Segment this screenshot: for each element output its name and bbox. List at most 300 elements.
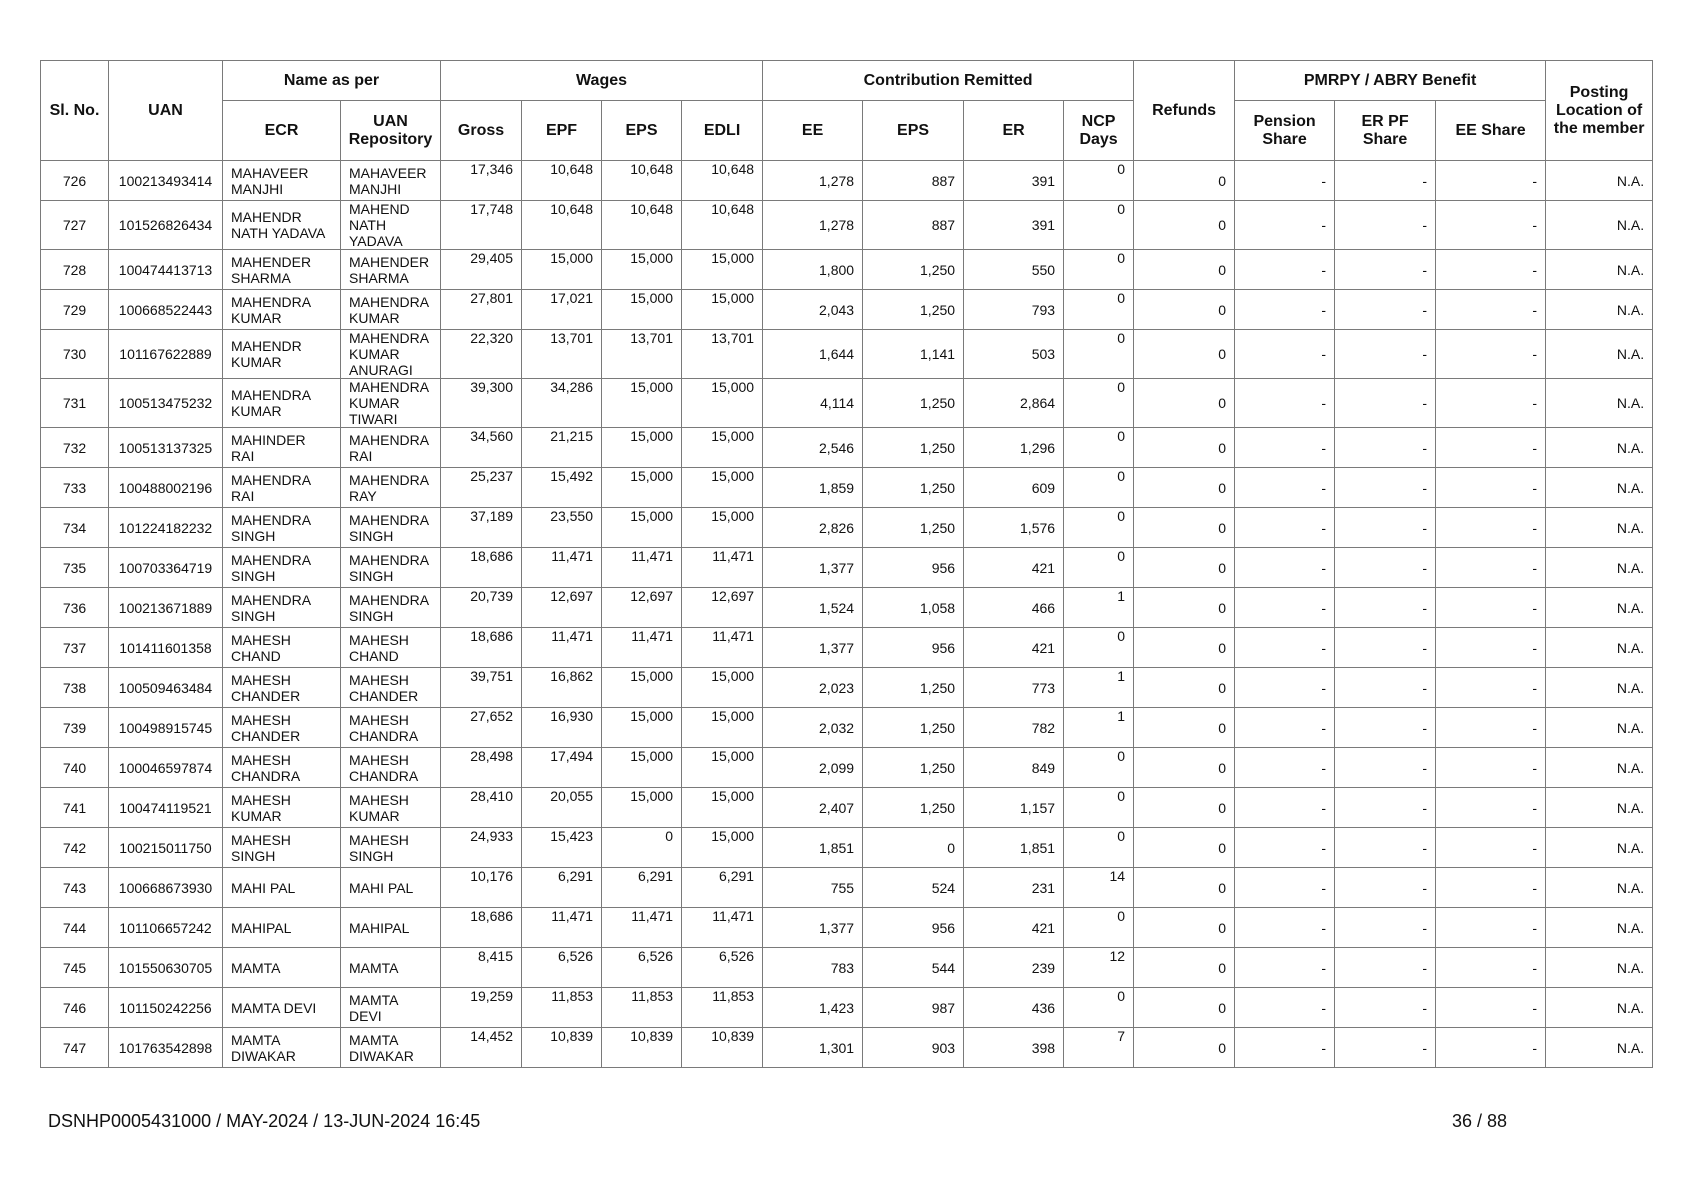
cell-posting-location: N.A.: [1546, 628, 1653, 668]
cell-er-pf-share: -: [1335, 1028, 1436, 1068]
cell-refunds: 0: [1134, 468, 1235, 508]
cell-refunds: 0: [1134, 548, 1235, 588]
cell-uan: 101150242256: [109, 988, 223, 1028]
cell-contribution-ee: 1,377: [763, 548, 863, 588]
cell-name-uan-repository: MAMTA: [341, 948, 441, 988]
cell-name-ecr: MAHENDER SHARMA: [223, 250, 341, 290]
cell-refunds: 0: [1134, 508, 1235, 548]
cell-ncp-days: 1: [1064, 588, 1134, 628]
cell-ee-share: -: [1436, 828, 1546, 868]
cell-contribution-er: 421: [964, 548, 1064, 588]
cell-er-pf-share: -: [1335, 330, 1436, 379]
header-epf: EPF: [522, 101, 602, 161]
header-uan-repository: UAN Repository: [341, 101, 441, 161]
cell-name-uan-repository: MAHENDRA SINGH: [341, 508, 441, 548]
header-ee: EE: [763, 101, 863, 161]
cell-contribution-ee: 1,377: [763, 628, 863, 668]
cell-posting-location: N.A.: [1546, 1028, 1653, 1068]
cell-wages-gross: 17,748: [441, 201, 522, 250]
table-row: [41, 948, 1653, 988]
cell-sl-no: 741: [41, 788, 109, 828]
cell-wages-gross: 34,560: [441, 428, 522, 468]
table-row: [41, 468, 1653, 508]
cell-wages-eps: 6,526: [602, 948, 682, 988]
cell-contribution-er: 391: [964, 201, 1064, 250]
cell-uan: 100498915745: [109, 708, 223, 748]
cell-uan: 101224182232: [109, 508, 223, 548]
cell-wages-gross: 18,686: [441, 628, 522, 668]
table-row: [41, 548, 1653, 588]
header-pmrpy-abry-benefit: PMRPY / ABRY Benefit: [1235, 61, 1546, 101]
cell-wages-epf: 11,471: [522, 908, 602, 948]
cell-sl-no: 746: [41, 988, 109, 1028]
cell-contribution-ee: 2,407: [763, 788, 863, 828]
cell-wages-gross: 27,801: [441, 290, 522, 330]
table-row: [41, 290, 1653, 330]
cell-wages-eps: 0: [602, 828, 682, 868]
cell-wages-edli: 12,697: [682, 588, 763, 628]
table-row: [41, 868, 1653, 908]
cell-uan: 101106657242: [109, 908, 223, 948]
cell-ncp-days: 14: [1064, 868, 1134, 908]
cell-ncp-days: 12: [1064, 948, 1134, 988]
cell-contribution-er: 782: [964, 708, 1064, 748]
cell-wages-epf: 10,648: [522, 161, 602, 201]
table-row: [41, 508, 1653, 548]
cell-name-ecr: MAHESH CHANDER: [223, 668, 341, 708]
cell-er-pf-share: -: [1335, 508, 1436, 548]
cell-wages-epf: 11,853: [522, 988, 602, 1028]
cell-pension-share: -: [1235, 948, 1335, 988]
cell-ee-share: -: [1436, 161, 1546, 201]
cell-contribution-ee: 2,826: [763, 508, 863, 548]
cell-contribution-ee: 755: [763, 868, 863, 908]
cell-sl-no: 726: [41, 161, 109, 201]
header-contribution-remitted: Contribution Remitted: [763, 61, 1134, 101]
cell-contribution-er: 550: [964, 250, 1064, 290]
table-row: [41, 330, 1653, 379]
cell-er-pf-share: -: [1335, 428, 1436, 468]
header-wages: Wages: [441, 61, 763, 101]
cell-wages-gross: 39,300: [441, 379, 522, 428]
cell-contribution-er: 773: [964, 668, 1064, 708]
cell-wages-edli: 10,839: [682, 1028, 763, 1068]
cell-ee-share: -: [1436, 948, 1546, 988]
cell-posting-location: N.A.: [1546, 988, 1653, 1028]
cell-refunds: 0: [1134, 588, 1235, 628]
cell-name-uan-repository: MAHENDRA RAI: [341, 428, 441, 468]
cell-contribution-er: 2,864: [964, 379, 1064, 428]
cell-wages-gross: 20,739: [441, 588, 522, 628]
cell-sl-no: 731: [41, 379, 109, 428]
cell-wages-epf: 17,494: [522, 748, 602, 788]
cell-name-uan-repository: MAHENDRA KUMAR ANURAGI: [341, 330, 441, 379]
cell-name-uan-repository: MAHESH CHAND: [341, 628, 441, 668]
cell-wages-epf: 12,697: [522, 588, 602, 628]
cell-sl-no: 728: [41, 250, 109, 290]
cell-ncp-days: 0: [1064, 468, 1134, 508]
cell-ee-share: -: [1436, 868, 1546, 908]
cell-wages-epf: 15,000: [522, 250, 602, 290]
cell-wages-epf: 17,021: [522, 290, 602, 330]
table-body: [41, 161, 1653, 1068]
cell-contribution-er: 849: [964, 748, 1064, 788]
cell-uan: 100213671889: [109, 588, 223, 628]
cell-contribution-er: 609: [964, 468, 1064, 508]
cell-wages-epf: 16,862: [522, 668, 602, 708]
cell-name-ecr: MAMTA DIWAKAR: [223, 1028, 341, 1068]
cell-name-ecr: MAHENDRA SINGH: [223, 588, 341, 628]
cell-ncp-days: 0: [1064, 508, 1134, 548]
cell-er-pf-share: -: [1335, 290, 1436, 330]
cell-wages-eps: 15,000: [602, 468, 682, 508]
cell-contribution-er: 421: [964, 908, 1064, 948]
cell-contribution-er: 503: [964, 330, 1064, 379]
cell-ee-share: -: [1436, 708, 1546, 748]
cell-ncp-days: 0: [1064, 908, 1134, 948]
cell-posting-location: N.A.: [1546, 908, 1653, 948]
document-reference: DSNHP0005431000 / MAY-2024 / 13-JUN-2024 16:45: [48, 1111, 481, 1131]
table-row: [41, 908, 1653, 948]
cell-ee-share: -: [1436, 908, 1546, 948]
cell-wages-eps: 15,000: [602, 428, 682, 468]
cell-uan: 100213493414: [109, 161, 223, 201]
cell-contribution-er: 1,851: [964, 828, 1064, 868]
cell-refunds: 0: [1134, 379, 1235, 428]
cell-wages-edli: 15,000: [682, 708, 763, 748]
cell-wages-edli: 11,471: [682, 628, 763, 668]
cell-wages-eps: 11,471: [602, 548, 682, 588]
cell-ee-share: -: [1436, 508, 1546, 548]
cell-contribution-er: 436: [964, 988, 1064, 1028]
cell-er-pf-share: -: [1335, 588, 1436, 628]
cell-uan: 101411601358: [109, 628, 223, 668]
cell-pension-share: -: [1235, 628, 1335, 668]
cell-pension-share: -: [1235, 468, 1335, 508]
cell-pension-share: -: [1235, 290, 1335, 330]
cell-contribution-eps: 0: [863, 828, 964, 868]
cell-name-ecr: MAHENDRA KUMAR: [223, 379, 341, 428]
cell-wages-eps: 10,648: [602, 201, 682, 250]
cell-wages-gross: 8,415: [441, 948, 522, 988]
cell-er-pf-share: -: [1335, 548, 1436, 588]
cell-er-pf-share: -: [1335, 788, 1436, 828]
cell-ee-share: -: [1436, 988, 1546, 1028]
cell-pension-share: -: [1235, 548, 1335, 588]
cell-uan: 100488002196: [109, 468, 223, 508]
cell-sl-no: 727: [41, 201, 109, 250]
cell-er-pf-share: -: [1335, 828, 1436, 868]
cell-name-ecr: MAHENDR NATH YADAVA: [223, 201, 341, 250]
header-er: ER: [964, 101, 1064, 161]
cell-er-pf-share: -: [1335, 201, 1436, 250]
cell-sl-no: 735: [41, 548, 109, 588]
cell-contribution-eps: 1,141: [863, 330, 964, 379]
cell-pension-share: -: [1235, 428, 1335, 468]
cell-ncp-days: 0: [1064, 748, 1134, 788]
cell-contribution-ee: 1,524: [763, 588, 863, 628]
table-row: [41, 788, 1653, 828]
cell-ncp-days: 1: [1064, 708, 1134, 748]
cell-wages-epf: 11,471: [522, 548, 602, 588]
cell-ncp-days: 0: [1064, 379, 1134, 428]
cell-wages-epf: 6,291: [522, 868, 602, 908]
cell-wages-gross: 18,686: [441, 908, 522, 948]
cell-er-pf-share: -: [1335, 868, 1436, 908]
cell-er-pf-share: -: [1335, 250, 1436, 290]
table-row: [41, 988, 1653, 1028]
cell-uan: 100668522443: [109, 290, 223, 330]
cell-er-pf-share: -: [1335, 628, 1436, 668]
cell-name-uan-repository: MAHENDRA SINGH: [341, 588, 441, 628]
cell-refunds: 0: [1134, 668, 1235, 708]
cell-er-pf-share: -: [1335, 708, 1436, 748]
cell-uan: 100509463484: [109, 668, 223, 708]
cell-wages-edli: 11,853: [682, 988, 763, 1028]
cell-contribution-ee: 1,278: [763, 201, 863, 250]
cell-wages-epf: 6,526: [522, 948, 602, 988]
header-sl-no: Sl. No.: [41, 61, 109, 161]
header-pension-share: Pension Share: [1235, 101, 1335, 161]
cell-name-uan-repository: MAHENDRA RAY: [341, 468, 441, 508]
cell-contribution-ee: 1,859: [763, 468, 863, 508]
cell-sl-no: 745: [41, 948, 109, 988]
cell-contribution-er: 231: [964, 868, 1064, 908]
header-ee-share: EE Share: [1436, 101, 1546, 161]
cell-ncp-days: 0: [1064, 330, 1134, 379]
cell-er-pf-share: -: [1335, 948, 1436, 988]
cell-refunds: 0: [1134, 1028, 1235, 1068]
cell-wages-gross: 24,933: [441, 828, 522, 868]
cell-wages-epf: 13,701: [522, 330, 602, 379]
cell-contribution-eps: 1,250: [863, 250, 964, 290]
cell-name-uan-repository: MAHENDRA KUMAR TIWARI: [341, 379, 441, 428]
cell-ee-share: -: [1436, 330, 1546, 379]
cell-wages-edli: 15,000: [682, 668, 763, 708]
cell-wages-eps: 15,000: [602, 708, 682, 748]
cell-wages-eps: 15,000: [602, 788, 682, 828]
page-number: 36 / 88: [1451, 1111, 1507, 1131]
cell-refunds: 0: [1134, 428, 1235, 468]
cell-sl-no: 736: [41, 588, 109, 628]
cell-ncp-days: 0: [1064, 250, 1134, 290]
header-eps-contribution: EPS: [863, 101, 964, 161]
header-eps: EPS: [602, 101, 682, 161]
cell-ee-share: -: [1436, 748, 1546, 788]
cell-wages-epf: 10,839: [522, 1028, 602, 1068]
cell-contribution-eps: 1,250: [863, 508, 964, 548]
cell-pension-share: -: [1235, 988, 1335, 1028]
cell-ee-share: -: [1436, 379, 1546, 428]
cell-wages-edli: 15,000: [682, 508, 763, 548]
cell-posting-location: N.A.: [1546, 948, 1653, 988]
cell-wages-epf: 20,055: [522, 788, 602, 828]
table-row: [41, 708, 1653, 748]
cell-er-pf-share: -: [1335, 988, 1436, 1028]
cell-wages-edli: 6,526: [682, 948, 763, 988]
table-row: [41, 628, 1653, 668]
cell-pension-share: -: [1235, 588, 1335, 628]
cell-name-uan-repository: MAHESH SINGH: [341, 828, 441, 868]
cell-wages-gross: 17,346: [441, 161, 522, 201]
cell-pension-share: -: [1235, 1028, 1335, 1068]
cell-ncp-days: 0: [1064, 290, 1134, 330]
cell-wages-edli: 6,291: [682, 868, 763, 908]
cell-wages-eps: 15,000: [602, 250, 682, 290]
cell-contribution-eps: 1,250: [863, 788, 964, 828]
cell-wages-edli: 15,000: [682, 788, 763, 828]
cell-refunds: 0: [1134, 948, 1235, 988]
cell-contribution-ee: 783: [763, 948, 863, 988]
cell-name-uan-repository: MAHESH CHANDRA: [341, 748, 441, 788]
cell-name-ecr: MAHENDRA SINGH: [223, 508, 341, 548]
cell-contribution-eps: 903: [863, 1028, 964, 1068]
cell-wages-edli: 11,471: [682, 548, 763, 588]
cell-sl-no: 734: [41, 508, 109, 548]
cell-wages-gross: 10,176: [441, 868, 522, 908]
cell-wages-epf: 34,286: [522, 379, 602, 428]
cell-uan: 100474119521: [109, 788, 223, 828]
cell-sl-no: 739: [41, 708, 109, 748]
header-ecr: ECR: [223, 101, 341, 161]
cell-refunds: 0: [1134, 330, 1235, 379]
cell-wages-edli: 10,648: [682, 161, 763, 201]
table-row: [41, 748, 1653, 788]
cell-name-ecr: MAHENDR KUMAR: [223, 330, 341, 379]
cell-contribution-ee: 1,800: [763, 250, 863, 290]
cell-wages-eps: 13,701: [602, 330, 682, 379]
cell-sl-no: 737: [41, 628, 109, 668]
table-row: [41, 201, 1653, 250]
cell-sl-no: 743: [41, 868, 109, 908]
cell-refunds: 0: [1134, 868, 1235, 908]
cell-pension-share: -: [1235, 908, 1335, 948]
cell-wages-gross: 29,405: [441, 250, 522, 290]
cell-sl-no: 744: [41, 908, 109, 948]
cell-ncp-days: 1: [1064, 668, 1134, 708]
cell-er-pf-share: -: [1335, 468, 1436, 508]
cell-refunds: 0: [1134, 828, 1235, 868]
cell-contribution-eps: 987: [863, 988, 964, 1028]
cell-posting-location: N.A.: [1546, 330, 1653, 379]
cell-uan: 101526826434: [109, 201, 223, 250]
cell-ee-share: -: [1436, 588, 1546, 628]
cell-posting-location: N.A.: [1546, 428, 1653, 468]
cell-wages-edli: 15,000: [682, 748, 763, 788]
cell-wages-edli: 15,000: [682, 828, 763, 868]
cell-uan: 100513475232: [109, 379, 223, 428]
cell-posting-location: N.A.: [1546, 379, 1653, 428]
header-posting-location: Posting Location of the member: [1546, 61, 1653, 161]
cell-contribution-ee: 1,278: [763, 161, 863, 201]
cell-wages-eps: 6,291: [602, 868, 682, 908]
cell-posting-location: N.A.: [1546, 788, 1653, 828]
cell-contribution-ee: 1,423: [763, 988, 863, 1028]
cell-ncp-days: 0: [1064, 988, 1134, 1028]
cell-wages-eps: 10,648: [602, 161, 682, 201]
cell-name-ecr: MAHESH SINGH: [223, 828, 341, 868]
cell-ncp-days: 0: [1064, 161, 1134, 201]
cell-pension-share: -: [1235, 668, 1335, 708]
cell-wages-epf: 15,423: [522, 828, 602, 868]
cell-name-ecr: MAMTA: [223, 948, 341, 988]
cell-ee-share: -: [1436, 1028, 1546, 1068]
cell-wages-gross: 14,452: [441, 1028, 522, 1068]
cell-contribution-ee: 1,644: [763, 330, 863, 379]
cell-wages-eps: 15,000: [602, 379, 682, 428]
cell-sl-no: 733: [41, 468, 109, 508]
cell-name-uan-repository: MAHENDRA KUMAR: [341, 290, 441, 330]
cell-contribution-eps: 1,250: [863, 708, 964, 748]
cell-name-uan-repository: MAHESH CHANDER: [341, 668, 441, 708]
table-row: [41, 668, 1653, 708]
cell-contribution-eps: 1,250: [863, 290, 964, 330]
cell-sl-no: 738: [41, 668, 109, 708]
cell-ncp-days: 0: [1064, 788, 1134, 828]
table-row: [41, 161, 1653, 201]
cell-name-uan-repository: MAHENDRA SINGH: [341, 548, 441, 588]
table-row: [41, 250, 1653, 290]
cell-uan: 101763542898: [109, 1028, 223, 1068]
header-ncp-days: NCP Days: [1064, 101, 1134, 161]
cell-wages-epf: 10,648: [522, 201, 602, 250]
cell-contribution-eps: 1,058: [863, 588, 964, 628]
cell-ee-share: -: [1436, 788, 1546, 828]
cell-name-ecr: MAHENDRA KUMAR: [223, 290, 341, 330]
cell-name-ecr: MAHESH CHAND: [223, 628, 341, 668]
cell-refunds: 0: [1134, 988, 1235, 1028]
cell-wages-eps: 15,000: [602, 668, 682, 708]
table-row: [41, 1028, 1653, 1068]
cell-contribution-eps: 887: [863, 201, 964, 250]
cell-ncp-days: 0: [1064, 201, 1134, 250]
cell-contribution-er: 421: [964, 628, 1064, 668]
cell-wages-edli: 13,701: [682, 330, 763, 379]
cell-refunds: 0: [1134, 201, 1235, 250]
header-refunds: Refunds: [1134, 61, 1235, 161]
cell-name-ecr: MAHI PAL: [223, 868, 341, 908]
cell-pension-share: -: [1235, 508, 1335, 548]
cell-name-ecr: MAHENDRA SINGH: [223, 548, 341, 588]
cell-posting-location: N.A.: [1546, 668, 1653, 708]
cell-contribution-eps: 544: [863, 948, 964, 988]
cell-ee-share: -: [1436, 290, 1546, 330]
cell-uan: 100513137325: [109, 428, 223, 468]
cell-ee-share: -: [1436, 428, 1546, 468]
cell-wages-epf: 11,471: [522, 628, 602, 668]
header-er-pf-share: ER PF Share: [1335, 101, 1436, 161]
table-row: [41, 428, 1653, 468]
cell-contribution-eps: 1,250: [863, 748, 964, 788]
cell-wages-gross: 25,237: [441, 468, 522, 508]
cell-wages-gross: 39,751: [441, 668, 522, 708]
cell-refunds: 0: [1134, 908, 1235, 948]
cell-pension-share: -: [1235, 201, 1335, 250]
cell-pension-share: -: [1235, 788, 1335, 828]
cell-pension-share: -: [1235, 868, 1335, 908]
cell-er-pf-share: -: [1335, 161, 1436, 201]
cell-ncp-days: 0: [1064, 428, 1134, 468]
cell-pension-share: -: [1235, 828, 1335, 868]
cell-contribution-er: 398: [964, 1028, 1064, 1068]
cell-ncp-days: 0: [1064, 628, 1134, 668]
cell-wages-epf: 23,550: [522, 508, 602, 548]
table-row: [41, 828, 1653, 868]
cell-wages-edli: 15,000: [682, 379, 763, 428]
cell-wages-gross: 27,652: [441, 708, 522, 748]
cell-posting-location: N.A.: [1546, 548, 1653, 588]
cell-pension-share: -: [1235, 748, 1335, 788]
